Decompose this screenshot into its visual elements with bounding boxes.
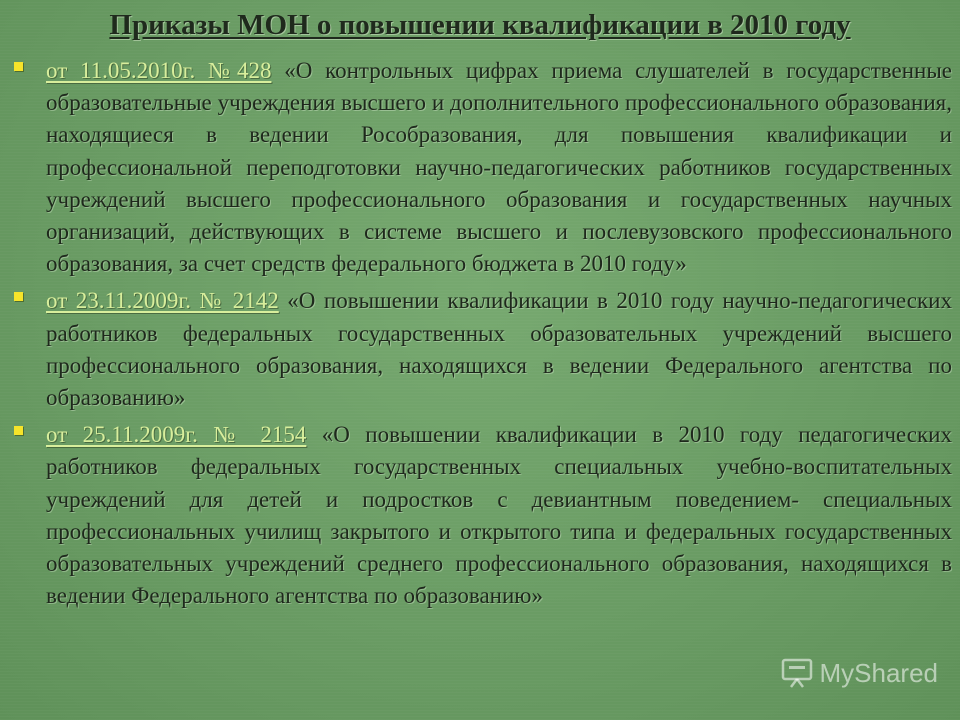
square-bullet-icon xyxy=(14,292,23,301)
list-item xyxy=(14,55,952,280)
order-link[interactable]: от 25.11.2009г. № 2154 xyxy=(46,422,307,448)
square-bullet-icon xyxy=(14,62,23,71)
order-description: «О повышении квалификации в 2010 году педагогических работников федеральных государственных специальных учебно-воспитательных учреждений для детей и подростков с девиантным поведением- специальных профессиональных училищ закрытого и открытого типа и федеральных государственных образовательных учреждений среднего профессионального образования, находящихся в ведении Федерального агентства по образованию» xyxy=(46,422,952,609)
order-link[interactable]: от 23.11.2009г. № 2142 xyxy=(46,288,279,314)
list-item xyxy=(14,419,952,612)
order-paragraph xyxy=(46,285,952,414)
order-link[interactable]: от 11.05.2010г. №428 xyxy=(46,58,272,83)
order-paragraph xyxy=(46,419,952,612)
square-bullet-icon xyxy=(14,426,23,435)
order-description: «О повышении квалификации в 2010 году научно-педагогических работников федеральных государственных образовательных учреждений высшего профессионального образования, находящихся в ведении Федерального агентства по образованию» xyxy=(46,288,952,411)
presentation-board-icon xyxy=(780,656,814,690)
order-paragraph xyxy=(46,55,952,280)
watermark-text: MyShared xyxy=(819,657,938,688)
list-item xyxy=(14,285,952,414)
order-list xyxy=(14,55,952,612)
order-description: «О контрольных цифрах приема слушателей в государственные образовательные учреждения высшего и дополнительного профессионального образования, находящиеся в ведении Рособразования, для повышения квалификации и профессиональной переподготовки научно-педагогических работников государственных учреждений высшего профессионального образования и государственных научных организаций, действующих в системе высшего и послевузовского профессионального образования, за счет средств федерального бюджета в 2010 году» xyxy=(46,58,952,277)
watermark xyxy=(780,656,939,690)
slide-title: Приказы МОН о повышении квалификации в 2010 году xyxy=(109,9,851,41)
